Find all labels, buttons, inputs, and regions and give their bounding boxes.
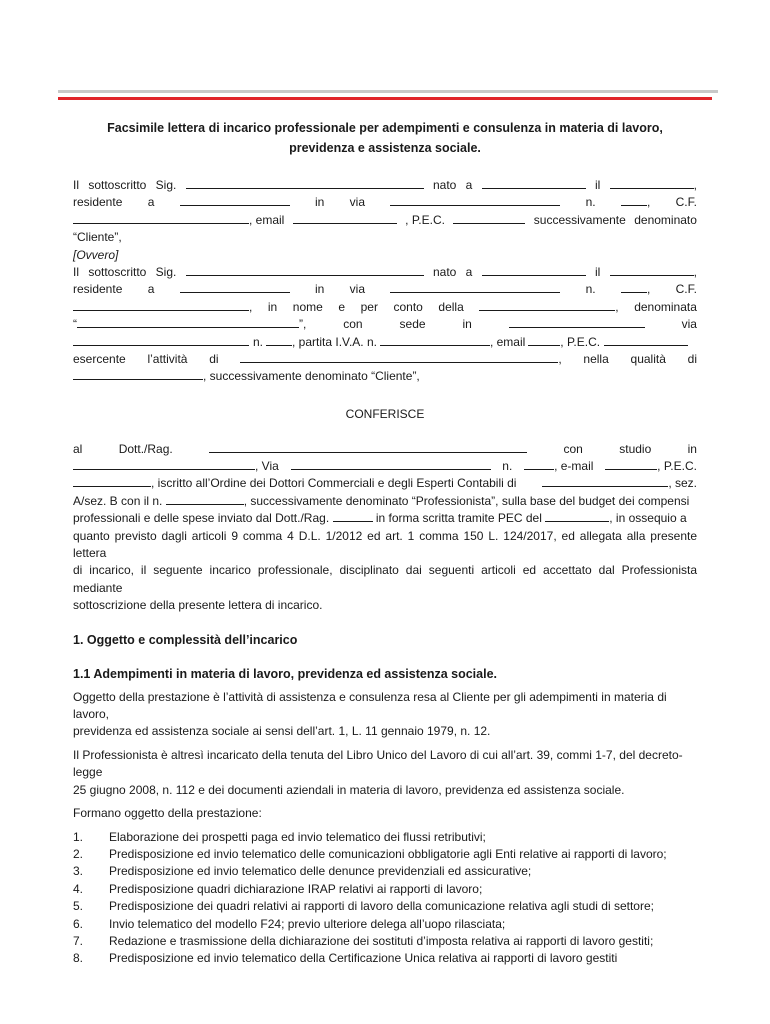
budget-sender-blank[interactable] [333, 510, 373, 522]
word: di [687, 351, 697, 366]
word: n. [502, 459, 513, 474]
word: Sig. [155, 264, 177, 279]
studio-city-blank[interactable] [73, 458, 255, 470]
list-item: 6. Invio telematico del modello F24; previo ulteriore delega all’uopo rilasciata; [73, 916, 506, 931]
client-block-2 [73, 264, 697, 386]
paragraph-line: Oggetto della prestazione è l’attività di assistenza e consulenza resa al Cliente per gli adempimenti in materia di lavoro, [73, 689, 667, 722]
word: in [315, 195, 325, 210]
birthplace-blank[interactable] [482, 264, 586, 276]
word: , sez. [668, 476, 697, 491]
document-title: Facsimile lettera di incarico professionale per adempimenti e consulenza in materia di lavoro, previdenza e assistenza sociale. [107, 121, 663, 155]
word: a [147, 282, 155, 297]
word: Il [73, 264, 79, 279]
paragraph-line: Formano oggetto della prestazione: [73, 806, 262, 821]
word: , iscritto all’Ordine dei Dottori Commerciali e degli Esperti Contabili di [151, 476, 517, 491]
street-blank[interactable] [390, 281, 560, 293]
word: via [349, 195, 365, 210]
email-blank[interactable] [293, 212, 397, 224]
word: , [693, 178, 697, 192]
name-blank[interactable] [186, 264, 424, 276]
word: della [438, 299, 464, 314]
list-item: 1. Elaborazione dei prospetti paga ed invio telematico dei flussi retributivi; [73, 829, 486, 844]
studio-street-blank[interactable] [291, 458, 491, 470]
birthdate-blank[interactable] [610, 264, 694, 276]
word: via [681, 317, 697, 332]
company-blank[interactable] [479, 299, 615, 311]
role-blank[interactable] [73, 368, 203, 380]
word: denominata [634, 299, 697, 314]
seat-blank[interactable] [509, 316, 645, 328]
word: , P.E.C. [560, 334, 601, 349]
vat-blank[interactable] [380, 334, 490, 346]
word: , [615, 299, 619, 314]
word: in [315, 282, 325, 297]
birthdate-blank[interactable] [610, 177, 694, 189]
email-blank[interactable] [528, 334, 560, 346]
cliente-label: “Cliente”, [73, 230, 122, 245]
word: esercente [73, 351, 126, 366]
word: nome [292, 299, 323, 314]
word: ”, [299, 317, 307, 332]
word: nato [432, 264, 457, 279]
word: con [343, 317, 363, 332]
word: in [462, 317, 472, 332]
word: , e-mail [554, 459, 594, 474]
list-item: 2. Predisposizione ed invio telematico delle comunicazioni obbligatorie agli Enti relative ai rapporti di lavoro; [73, 846, 667, 861]
pec-blank[interactable] [73, 475, 151, 487]
pec-blank[interactable] [604, 334, 688, 346]
list-item: 5. Predisposizione dei quadri relativi ai rapporti di lavoro della comunicazione relativa agli studi di settore; [73, 899, 654, 914]
word: , [693, 264, 697, 279]
word: il [594, 264, 601, 279]
professional-block [73, 441, 697, 615]
ovvero-label: [Ovvero] [73, 247, 119, 262]
word: residente [73, 195, 123, 210]
paragraph-line: di incarico, il seguente incarico professionale, disciplinato dai seguenti articoli ed accettato dal Professionista mediante [73, 563, 697, 595]
tax-code-blank[interactable] [73, 212, 249, 224]
street-blank[interactable] [390, 194, 560, 206]
paragraph-line: Il Professionista è altresì incaricato della tenuta del Libro Unico del Lavoro di cui all’art. 39, commi 1-7, del decreto-legge [73, 747, 683, 780]
word: Il [73, 178, 79, 192]
paragraph-line: quanto previsto dagli articoli 9 comma 4 D.L. 1/2012 ed art. 1 comma 150 L. 124/2017, ed allegata alla presente lettera [73, 528, 697, 561]
paragraph-line: sottoscrizione della presente lettera di incarico. [73, 598, 323, 613]
word: e [338, 299, 346, 314]
client-block-1 [73, 177, 697, 247]
word: studio [619, 441, 652, 456]
paragraph-line: previdenza ed assistenza sociale ai sensi dell’art. 1, L. 11 gennaio 1979, n. 12. [73, 724, 491, 739]
section-heading-1: 1. Oggetto e complessità dell’incarico [73, 632, 298, 647]
word: con [563, 441, 583, 456]
list-item: 4. Predisposizione quadri dichiarazione IRAP relativi ai rapporti di lavoro; [73, 881, 483, 896]
document-page [73, 118, 697, 968]
word: , partita I.V.A. n. [292, 334, 377, 349]
word: residente [73, 282, 123, 297]
word: al [73, 441, 83, 456]
pec-blank[interactable] [453, 212, 525, 224]
word: Dott./Rag. [118, 441, 173, 456]
word: conto [393, 299, 423, 314]
birthplace-blank[interactable] [482, 177, 586, 189]
word: , [646, 282, 651, 297]
word: in [687, 441, 697, 456]
list-item: 3. Predisposizione ed invio telematico delle denunce previdenziali ed assicurative; [73, 864, 532, 879]
word: denominato [634, 212, 697, 227]
pec-date-blank[interactable] [545, 510, 609, 522]
professional-name-blank[interactable] [209, 441, 527, 453]
word: successivamente [533, 212, 626, 227]
word: nella [583, 351, 609, 366]
seat-number-blank[interactable] [266, 334, 292, 346]
studio-number-blank[interactable] [524, 458, 554, 470]
word: , successivamente denominato “Cliente”, [203, 369, 420, 384]
word: a [147, 195, 155, 210]
word: il [594, 178, 601, 192]
tax-code-blank[interactable] [73, 299, 249, 311]
section-heading-1-1: 1.1 Adempimenti in materia di lavoro, previdenza ed assistenza sociale. [73, 666, 497, 681]
word: a [465, 264, 473, 279]
paragraph-line: 25 giugno 2008, n. 112 e dei documenti aziendali in materia di lavoro, previdenza ed assistenza sociale. [73, 782, 625, 797]
name-blank[interactable] [186, 177, 424, 189]
number-blank[interactable] [621, 194, 647, 206]
word: , email [249, 212, 285, 227]
word: Sig. [155, 178, 177, 192]
word: C.F. [675, 282, 697, 297]
word: per [360, 299, 378, 314]
word: di [209, 351, 219, 366]
word: nato [432, 178, 457, 192]
word: professionali e delle spese inviato dal Dott./Rag. [73, 511, 330, 526]
registration-number-blank[interactable] [166, 493, 244, 505]
word: , [646, 195, 651, 210]
word: , Via [255, 459, 279, 474]
residence-blank[interactable] [180, 281, 290, 293]
word: sottoscritto [88, 178, 147, 192]
word: , P.E.C. [657, 459, 697, 474]
word: a [465, 178, 473, 192]
word: in [267, 299, 278, 314]
seat-street-blank[interactable] [73, 334, 249, 346]
word: l’attività [147, 351, 188, 366]
residence-blank[interactable] [180, 194, 290, 206]
studio-email-blank[interactable] [605, 458, 657, 470]
word: , [558, 351, 562, 366]
word: “ [73, 317, 77, 332]
word: , email [489, 334, 526, 349]
company-name-blank[interactable] [77, 316, 299, 328]
word: via [349, 282, 365, 297]
word: , [249, 299, 253, 314]
services-list [73, 829, 697, 968]
order-city-blank[interactable] [542, 475, 668, 487]
word: sede [399, 317, 426, 332]
list-item: 8. Predisposizione ed invio telematico della Certificazione Unica relativa ai rapporti di lavoro gestiti [73, 951, 618, 966]
word: , P.E.C. [405, 212, 445, 227]
list-item: 7. Redazione e trasmissione della dichiarazione dei sostituti d’imposta relativa ai rapporti di lavoro gestiti; [73, 933, 654, 948]
conferisce-heading: CONFERISCE [345, 406, 425, 421]
word: in forma scritta tramite PEC del [375, 511, 542, 526]
number-blank[interactable] [621, 281, 647, 293]
word: A/sez. B con il n. [73, 493, 163, 508]
word: , in ossequio a [609, 511, 687, 526]
word: sottoscritto [88, 264, 147, 279]
word: n. [253, 334, 264, 349]
word: n. [585, 195, 596, 210]
word: qualità [630, 351, 666, 366]
word: , successivamente denominato “Professionista”, sulla base del budget dei compensi [243, 493, 690, 508]
header-rule-red [58, 97, 712, 100]
activity-blank[interactable] [240, 351, 558, 363]
header-rule-gray [58, 90, 718, 93]
word: n. [585, 282, 596, 297]
word: C.F. [675, 195, 697, 210]
